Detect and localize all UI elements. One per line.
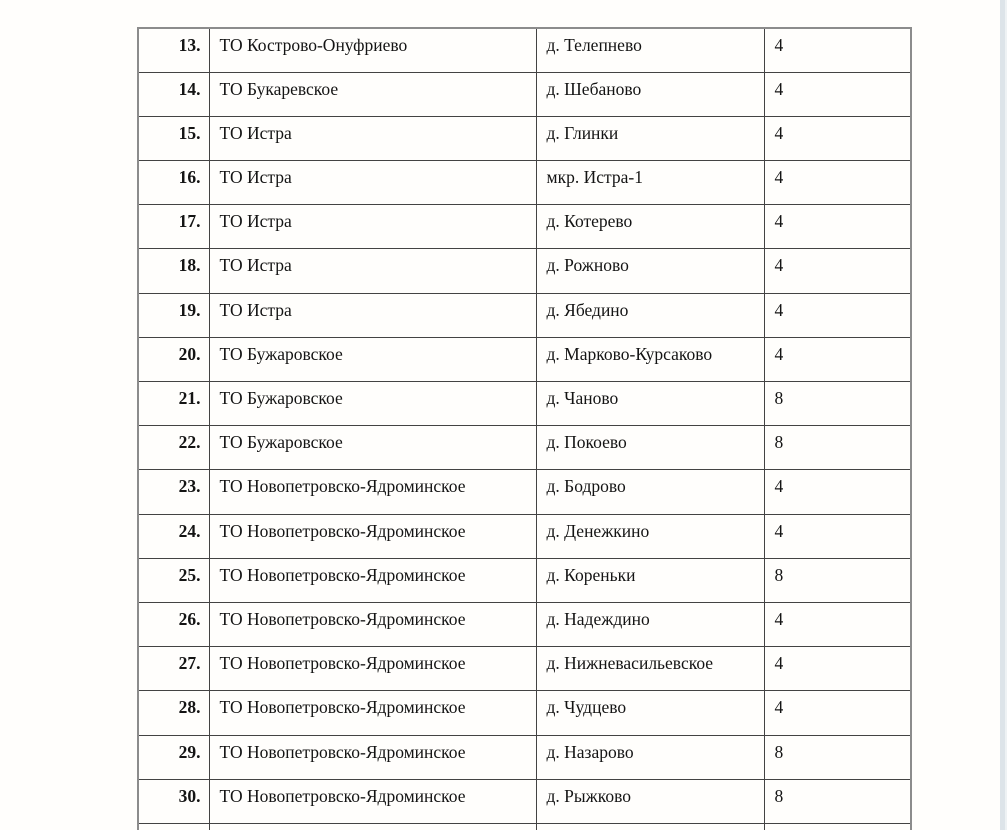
settlement-cell: д. Денежкино [536, 514, 764, 558]
settlement-cell: д. Чудцево [536, 691, 764, 735]
org-name-cell: ТО Новопетровско-Ядроминское [209, 602, 536, 646]
settlement-cell: д. Рожново [536, 249, 764, 293]
table-row [138, 28, 911, 72]
table-row [138, 382, 911, 426]
table-row [138, 558, 911, 602]
value-cell: 8 [764, 735, 911, 779]
settlement-cell: д. Чаново [536, 382, 764, 426]
value-cell: 4 [764, 205, 911, 249]
settlement-cell: мкр. Истра-1 [536, 161, 764, 205]
row-number-cell: 13. [138, 28, 209, 72]
org-name-cell: ТО Кострово-Онуфриево [209, 28, 536, 72]
row-number-cell: 15. [138, 116, 209, 160]
table-row [138, 293, 911, 337]
org-name-cell: ТО Бужаровское [209, 337, 536, 381]
org-name-cell: ТО Бужаровское [209, 382, 536, 426]
org-name-cell: ТО Новопетровско-Ядроминское [209, 647, 536, 691]
row-number-cell: 18. [138, 249, 209, 293]
value-cell: 4 [764, 602, 911, 646]
value-cell [764, 823, 911, 830]
org-name-cell: ТО Букаревское [209, 72, 536, 116]
row-number-cell: 20. [138, 337, 209, 381]
settlement-cell: д. Надеждино [536, 602, 764, 646]
org-name-cell: ТО Истра [209, 249, 536, 293]
settlement-cell: д. Телепнево [536, 28, 764, 72]
row-number-cell: 27. [138, 647, 209, 691]
row-number-cell: 26. [138, 602, 209, 646]
value-cell: 4 [764, 116, 911, 160]
table-row [138, 116, 911, 160]
table-row [138, 426, 911, 470]
row-number-cell: 30. [138, 779, 209, 823]
settlement-cell: д. Нижневасильевское [536, 647, 764, 691]
org-name-cell: ТО Новопетровско-Ядроминское [209, 779, 536, 823]
table-row-partial [138, 823, 911, 830]
table-row [138, 470, 911, 514]
row-number-cell: 25. [138, 558, 209, 602]
value-cell: 4 [764, 691, 911, 735]
org-name-cell: ТО Истра [209, 116, 536, 160]
settlement-cell: д. Шебаново [536, 72, 764, 116]
row-number-cell: 28. [138, 691, 209, 735]
settlement-cell: д. Глинки [536, 116, 764, 160]
value-cell: 4 [764, 470, 911, 514]
row-number-cell: 21. [138, 382, 209, 426]
table-row [138, 205, 911, 249]
settlement-cell: д. Назарово [536, 735, 764, 779]
settlement-cell: д. Кореньки [536, 558, 764, 602]
table-row [138, 647, 911, 691]
row-number-cell [138, 823, 209, 830]
table-row [138, 337, 911, 381]
settlements-table [137, 27, 912, 830]
org-name-cell: ТО Новопетровско-Ядроминское [209, 691, 536, 735]
value-cell: 4 [764, 337, 911, 381]
settlement-cell: д. Ябедино [536, 293, 764, 337]
org-name-cell: ТО Новопетровско-Ядроминское [209, 514, 536, 558]
table-row [138, 779, 911, 823]
value-cell: 8 [764, 426, 911, 470]
value-cell: 4 [764, 161, 911, 205]
settlement-cell: д. Котерево [536, 205, 764, 249]
settlement-cell: д. Марково-Курсаково [536, 337, 764, 381]
table-row [138, 72, 911, 116]
value-cell: 4 [764, 647, 911, 691]
row-number-cell: 17. [138, 205, 209, 249]
org-name-cell: ТО Новопетровско-Ядроминское [209, 470, 536, 514]
row-number-cell: 16. [138, 161, 209, 205]
org-name-cell [209, 823, 536, 830]
value-cell: 8 [764, 382, 911, 426]
org-name-cell: ТО Новопетровско-Ядроминское [209, 735, 536, 779]
org-name-cell: ТО Истра [209, 161, 536, 205]
row-number-cell: 19. [138, 293, 209, 337]
org-name-cell: ТО Истра [209, 205, 536, 249]
settlement-cell [536, 823, 764, 830]
row-number-cell: 14. [138, 72, 209, 116]
table-row [138, 249, 911, 293]
value-cell: 8 [764, 779, 911, 823]
table-row [138, 602, 911, 646]
table-row [138, 161, 911, 205]
org-name-cell: ТО Новопетровско-Ядроминское [209, 558, 536, 602]
value-cell: 4 [764, 293, 911, 337]
row-number-cell: 24. [138, 514, 209, 558]
settlement-cell: д. Бодрово [536, 470, 764, 514]
table-row [138, 691, 911, 735]
value-cell: 8 [764, 558, 911, 602]
row-number-cell: 23. [138, 470, 209, 514]
row-number-cell: 29. [138, 735, 209, 779]
value-cell: 4 [764, 72, 911, 116]
org-name-cell: ТО Бужаровское [209, 426, 536, 470]
org-name-cell: ТО Истра [209, 293, 536, 337]
table-row [138, 514, 911, 558]
value-cell: 4 [764, 28, 911, 72]
value-cell: 4 [764, 514, 911, 558]
settlement-cell: д. Покоево [536, 426, 764, 470]
table-body [138, 28, 911, 830]
table-row [138, 735, 911, 779]
row-number-cell: 22. [138, 426, 209, 470]
value-cell: 4 [764, 249, 911, 293]
settlement-cell: д. Рыжково [536, 779, 764, 823]
